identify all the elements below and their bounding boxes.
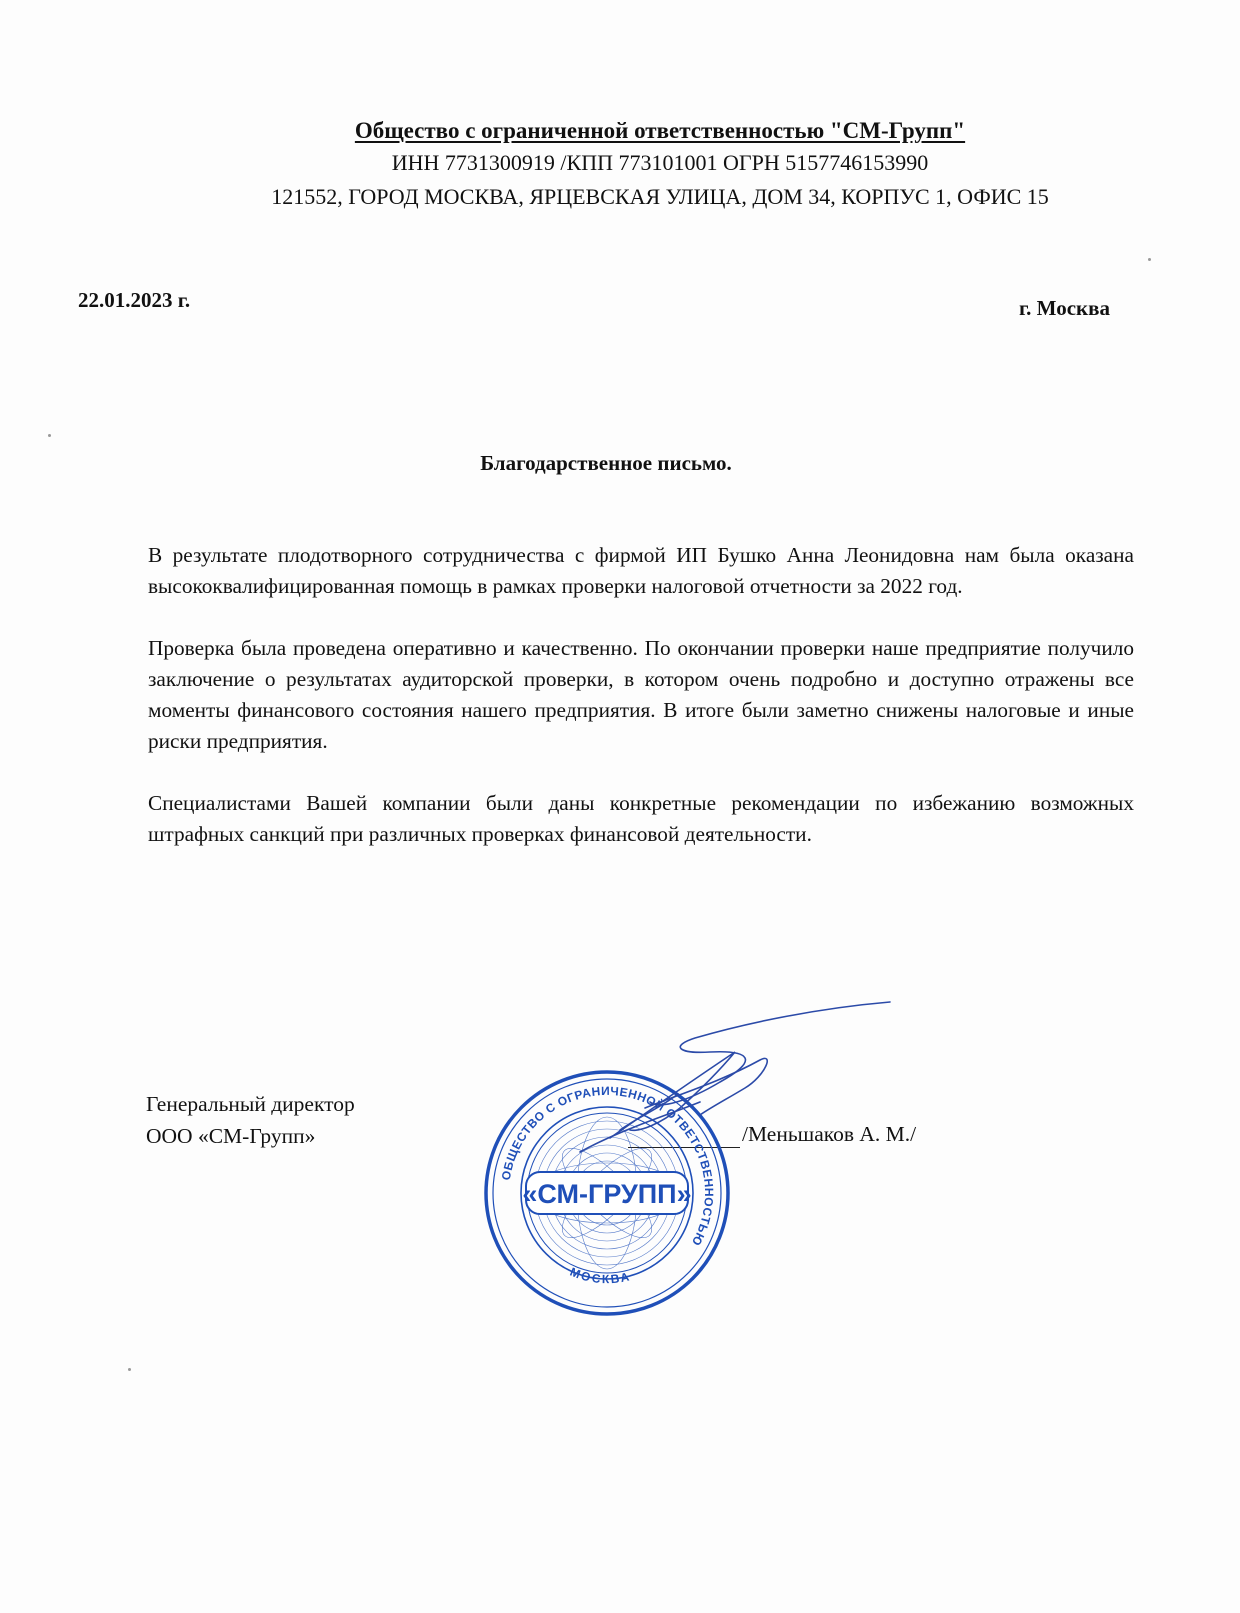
svg-text:МОСКВА bbox=[568, 1265, 632, 1287]
paragraph: В результате плодотворного сотрудничества с фирмой ИП Бушко Анна Леонидовна нам была оказана высококвалифицированная помощь в рамках проверки налоговой отчетности за 2022 год. bbox=[148, 543, 1134, 598]
paragraph: Специалистами Вашей компании были даны конкретные рекомендации по избежанию возможных штрафных санкций при различных проверках финансовой деятельности. bbox=[148, 791, 1134, 846]
signatory-position bbox=[146, 1088, 355, 1152]
letter-date: 22.01.2023 г. bbox=[78, 288, 191, 312]
scan-speck bbox=[128, 1368, 131, 1371]
paragraph: Проверка была проведена оперативно и качественно. По окончании проверки наше предприятие получило заключение о результатах аудиторской проверки, в котором очень подробно и доступно отражены все моменты финансового состояния нашего предприятия. В итоге были заметно снижены налоговые и иные риски предприятия. bbox=[148, 636, 1134, 753]
seal-bottom-text: МОСКВА bbox=[567, 1264, 633, 1287]
signatory-company: ООО «СМ-Групп» bbox=[146, 1124, 316, 1148]
scan-speck bbox=[48, 434, 51, 437]
company-name: Общество с ограниченной ответственностью "СМ-Групп" bbox=[354, 118, 966, 143]
letter-title: Благодарственное письмо. bbox=[480, 451, 732, 475]
scan-speck bbox=[1148, 258, 1151, 261]
seal-outer-text: ОБЩЕСТВО С ОГРАНИЧЕННОЙ ОТВЕТСТВЕННОСТЬЮ bbox=[498, 1083, 717, 1249]
seal-center-text: «СМ-ГРУПП» bbox=[522, 1179, 692, 1209]
signatory-name: /Меньшаков А. М./ bbox=[742, 1122, 917, 1146]
company-address: 121552, ГОРОД МОСКВА, ЯРЦЕВСКАЯ УЛИЦА, ДОМ 34, КОРПУС 1, ОФИС 15 bbox=[271, 184, 1049, 209]
signatory-title: Генеральный директор bbox=[146, 1092, 355, 1116]
company-ids: ИНН 7731300919 /КПП 773101001 ОГРН 5157746153990 bbox=[391, 150, 929, 175]
letter-body bbox=[148, 540, 1134, 881]
letter-city: г. Москва bbox=[1019, 296, 1110, 320]
handwritten-signature bbox=[560, 990, 900, 1160]
